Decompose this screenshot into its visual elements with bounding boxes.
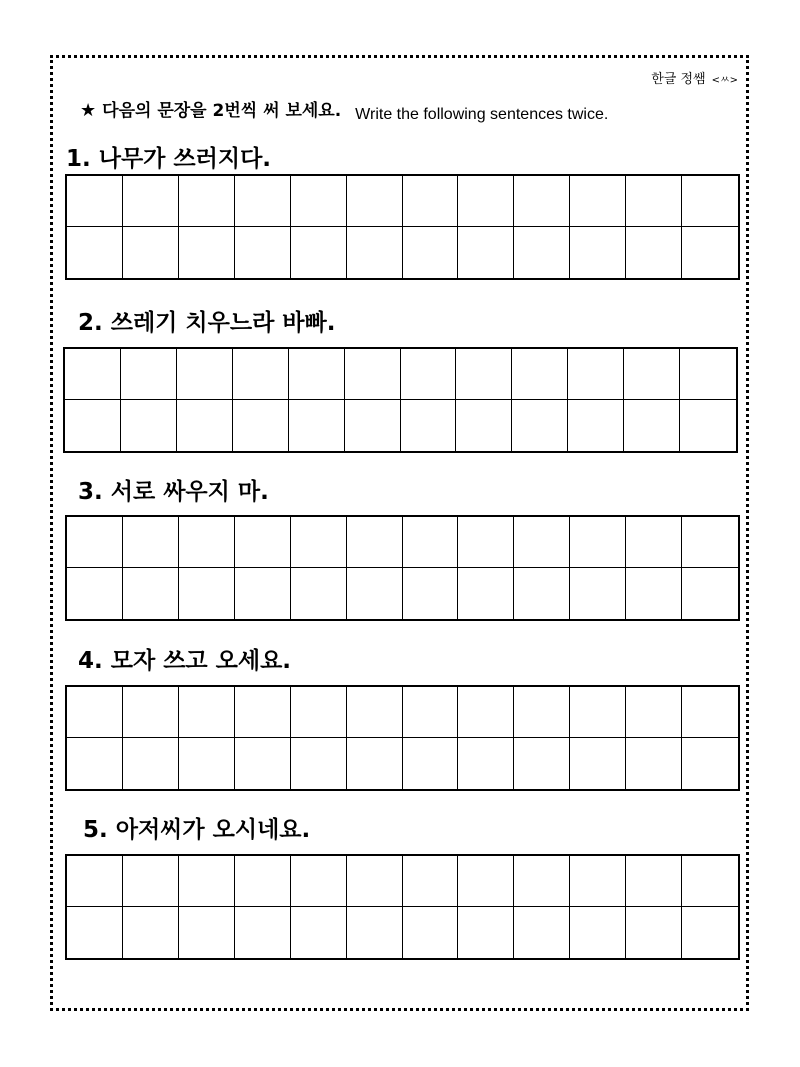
writing-cell — [291, 738, 347, 789]
writing-cell — [179, 176, 235, 227]
writing-cell — [458, 738, 514, 789]
writing-cell — [626, 176, 682, 227]
writing-cell — [347, 856, 403, 907]
header-credit — [651, 68, 738, 87]
writing-cell — [123, 517, 179, 568]
writing-cell — [682, 738, 738, 789]
writing-cell — [123, 738, 179, 789]
exercise-title-2: 2. 쓰레기 치우느라 바빠. — [78, 310, 336, 336]
writing-cell — [403, 687, 459, 738]
writing-cell — [514, 687, 570, 738]
writing-cell — [568, 349, 624, 400]
writing-cell — [682, 517, 738, 568]
writing-cell — [458, 227, 514, 278]
writing-cell — [680, 349, 736, 400]
writing-cell — [67, 568, 123, 619]
writing-cell — [512, 349, 568, 400]
writing-grid-1 — [65, 174, 740, 280]
writing-cell — [626, 687, 682, 738]
writing-cell — [291, 517, 347, 568]
writing-cell — [514, 568, 570, 619]
instructions-korean: 다음의 문장을 2번씩 써 보세요. — [102, 101, 342, 121]
writing-cell — [179, 907, 235, 958]
writing-cell — [626, 907, 682, 958]
exercise-title-5: 5. 아저씨가 오시네요. — [83, 817, 311, 843]
writing-cell — [121, 400, 177, 451]
writing-cell — [67, 517, 123, 568]
writing-cell — [235, 738, 291, 789]
writing-cell — [347, 176, 403, 227]
writing-cell — [512, 400, 568, 451]
writing-cell — [233, 400, 289, 451]
writing-cell — [177, 349, 233, 400]
writing-cell — [401, 349, 457, 400]
writing-cell — [624, 349, 680, 400]
credit-text: 한글 정쌤 — [651, 72, 706, 87]
writing-cell — [179, 517, 235, 568]
writing-cell — [289, 400, 345, 451]
writing-cell — [289, 349, 345, 400]
writing-cell — [67, 907, 123, 958]
writing-cell — [458, 568, 514, 619]
writing-cell — [123, 687, 179, 738]
writing-cell — [570, 907, 626, 958]
writing-cell — [570, 176, 626, 227]
writing-cell — [458, 856, 514, 907]
writing-cell — [291, 856, 347, 907]
writing-cell — [235, 517, 291, 568]
writing-cell — [514, 517, 570, 568]
writing-cell — [680, 400, 736, 451]
writing-cell — [291, 176, 347, 227]
writing-cell — [403, 568, 459, 619]
writing-cell — [682, 227, 738, 278]
writing-cell — [626, 227, 682, 278]
writing-cell — [347, 907, 403, 958]
writing-cell — [233, 349, 289, 400]
writing-cell — [179, 227, 235, 278]
writing-cell — [345, 400, 401, 451]
writing-cell — [682, 176, 738, 227]
writing-cell — [570, 687, 626, 738]
writing-cell — [291, 568, 347, 619]
exercise-title-1: 1. 나무가 쓰러지다. — [66, 146, 272, 172]
writing-cell — [682, 687, 738, 738]
worksheet-border — [50, 55, 749, 1011]
writing-cell — [682, 856, 738, 907]
writing-cell — [177, 400, 233, 451]
exercise-title-4: 4. 모자 쓰고 오세요. — [78, 648, 292, 674]
writing-cell — [626, 517, 682, 568]
writing-cell — [401, 400, 457, 451]
writing-cell — [458, 687, 514, 738]
writing-cell — [514, 907, 570, 958]
writing-cell — [235, 907, 291, 958]
writing-cell — [67, 738, 123, 789]
writing-cell — [67, 687, 123, 738]
writing-grid-3 — [65, 515, 740, 621]
writing-cell — [403, 738, 459, 789]
writing-cell — [626, 856, 682, 907]
writing-cell — [123, 227, 179, 278]
writing-cell — [570, 856, 626, 907]
writing-cell — [67, 227, 123, 278]
writing-cell — [235, 176, 291, 227]
writing-cell — [235, 687, 291, 738]
writing-cell — [347, 517, 403, 568]
writing-cell — [570, 568, 626, 619]
writing-cell — [121, 349, 177, 400]
writing-cell — [626, 738, 682, 789]
writing-cell — [347, 687, 403, 738]
writing-grid-2 — [63, 347, 738, 453]
writing-cell — [403, 907, 459, 958]
instructions — [80, 96, 608, 121]
writing-cell — [403, 517, 459, 568]
writing-cell — [403, 227, 459, 278]
writing-cell — [65, 349, 121, 400]
writing-cell — [67, 856, 123, 907]
writing-cell — [67, 176, 123, 227]
writing-cell — [291, 227, 347, 278]
writing-cell — [403, 856, 459, 907]
writing-cell — [682, 568, 738, 619]
writing-grid-5 — [65, 854, 740, 960]
writing-cell — [235, 568, 291, 619]
writing-cell — [514, 856, 570, 907]
writing-cell — [514, 227, 570, 278]
instructions-english: Write the following sentences twice. — [355, 106, 609, 123]
writing-cell — [514, 738, 570, 789]
writing-cell — [235, 227, 291, 278]
writing-cell — [291, 907, 347, 958]
writing-cell — [235, 856, 291, 907]
writing-cell — [179, 738, 235, 789]
writing-cell — [347, 568, 403, 619]
writing-cell — [291, 687, 347, 738]
writing-cell — [456, 349, 512, 400]
writing-cell — [458, 176, 514, 227]
writing-cell — [179, 856, 235, 907]
writing-cell — [570, 738, 626, 789]
exercise-title-3: 3. 서로 싸우지 마. — [78, 479, 269, 505]
writing-cell — [626, 568, 682, 619]
writing-cell — [403, 176, 459, 227]
writing-cell — [347, 738, 403, 789]
writing-cell — [123, 176, 179, 227]
writing-cell — [682, 907, 738, 958]
writing-grid-4 — [65, 685, 740, 791]
writing-cell — [568, 400, 624, 451]
writing-cell — [179, 687, 235, 738]
writing-cell — [123, 856, 179, 907]
credit-tag: <ㅆ> — [711, 75, 738, 86]
writing-cell — [570, 227, 626, 278]
writing-cell — [123, 907, 179, 958]
writing-cell — [514, 176, 570, 227]
writing-cell — [624, 400, 680, 451]
writing-cell — [345, 349, 401, 400]
writing-cell — [458, 907, 514, 958]
writing-cell — [179, 568, 235, 619]
writing-cell — [347, 227, 403, 278]
writing-cell — [65, 400, 121, 451]
star-icon: ★ — [80, 100, 97, 121]
writing-cell — [456, 400, 512, 451]
writing-cell — [458, 517, 514, 568]
writing-cell — [570, 517, 626, 568]
writing-cell — [123, 568, 179, 619]
